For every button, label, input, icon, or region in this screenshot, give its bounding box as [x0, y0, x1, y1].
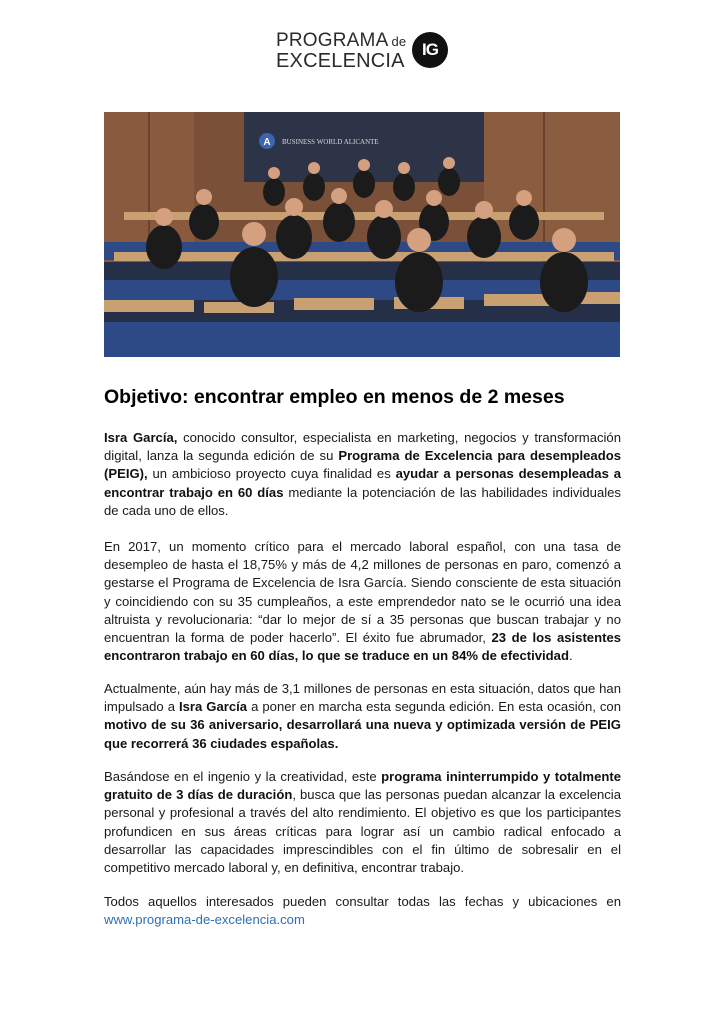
paragraph-current: Actualmente, aún hay más de 3,1 millones de personas en esta situación, datos que han impulsado a Isra García a poner en marcha esta segunda edición. En esta ocasión, con motivo de su 36 aniversario, desarrollará una nueva y optimizada versión de PEIG que recorrerá 36 ciudades españolas. [104, 681, 621, 751]
sign-text: BUSINESS WORLD ALICANTE [282, 138, 379, 146]
website-link[interactable]: www.programa-de-excelencia.com [104, 912, 305, 928]
paragraph-program: Basándose en el ingenio y la creatividad, este programa ininterrumpido y totalmente gratuito de 3 días de duración, busca que las personas puedan alcanzar la excelencia personal y profesional a través del alto rendimiento. El objetivo es que los participantes profundicen en sus áreas críticas para lograr así un cambio radical enfocado a desarrollar las capacidades imprescindibles con el fin último de sobresalir en el competitivo mercado laboral y, en definitiva, encontrar trabajo. [104, 769, 622, 876]
paragraph-intro: Isra García, conocido consultor, especialista en marketing, negocios y transformación digital, lanza la segunda edición de su Programa de Excelencia para desempleados (PEIG), un ambicioso proyecto cuya finalidad es ayudar a personas desempleadas a encontrar trabajo en 60 días mediante la potenciación de las habilidades individuales de cada uno de ellos. [104, 430, 621, 518]
sign-badge: A [263, 137, 271, 148]
headline: Objetivo: encontrar empleo en menos de 2 meses [104, 386, 565, 408]
paragraph-history: En 2017, un momento crítico para el mercado laboral español, con una tasa de desempleo de hasta el 18,75% y más de 4,2 millones de personas en paro, comenzó a gestarse el Programa de Excelencia de Isra García. Siendo consciente de esta situación y coincidiendo con su 35 cumpleaños, a este emprendedor nato se le ocurrió una idea altruista y revolucionaria: “dar lo mejor de sí a 35 personas que buscan trabajar y no encuentran la forma de poder hacerlo”. El éxito fue abrumador, 23 de los asistentes encontraron trabajo en 60 días, lo que se traduce en un 84% de efectividad. [104, 539, 622, 664]
logo-line-2: EXCELENCIA [276, 50, 405, 72]
program-logo [276, 30, 456, 76]
group-photo [104, 112, 620, 357]
logo-line-1: PROGRAMA de [276, 30, 407, 51]
paragraph-contact: Todos aquellos interesados pueden consultar todas las fechas y ubicaciones en www.programa-de-excelencia.com [104, 894, 621, 928]
ig-badge-icon: IG [412, 32, 448, 68]
